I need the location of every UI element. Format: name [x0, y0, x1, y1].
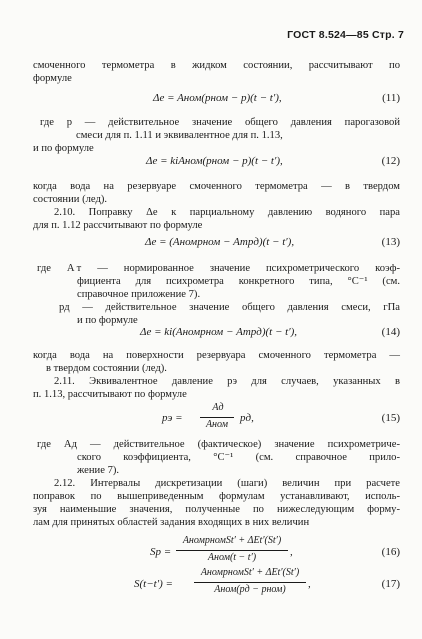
formula-15-left: pэ = — [162, 412, 183, 424]
equation-number: (11) — [382, 92, 400, 104]
fraction-bar — [194, 582, 306, 583]
text-line: формуле — [33, 73, 72, 84]
text-line: состоянии (лед). — [33, 194, 108, 205]
equation-number: (17) — [381, 578, 400, 590]
text-line: зуя наименьшие значения, полученные по нижеследующим форму- — [33, 504, 400, 515]
formula-13: Δe = (Aномpном − Aтpд)(t − t′), — [145, 236, 295, 248]
formula-16-left: Sp = — [150, 546, 172, 558]
formula-12: Δe = kiAном(pном − p)(t − t′), — [146, 155, 283, 167]
page-header: ГОСТ 8.524—85 Стр. 7 — [287, 29, 404, 41]
formula-17-denominator: Aном(pд − pном) — [214, 584, 286, 595]
text-line: 2.11. Эквивалентное давление pэ для случаев, указанных в — [54, 376, 400, 387]
text-line: жение 7). — [77, 465, 120, 476]
text-line: фициента для психрометра конкретного типа, °C⁻¹ (см. — [77, 276, 400, 287]
formula-15-numerator: Aд — [212, 402, 224, 413]
formula-15-denominator: Aном — [205, 419, 229, 430]
text-line: pд — действительное значение общего давления смеси, гПа — [59, 302, 400, 313]
text-line: ского коэффициента, °C⁻¹ (см. справочное прило- — [77, 452, 400, 463]
text-line: для п. 1.12 рассчитывают по формуле — [33, 220, 203, 231]
text-line: когда вода на резервуаре смоченного термометра — в твердом — [33, 181, 400, 192]
text-line: лам для принятых областей задания входящих в них величин — [33, 517, 310, 528]
text-line: 2.12. Интервалы дискретизации (шаги) величин при расчете — [54, 478, 400, 489]
text-line: смоченного термометра в жидком состоянии, рассчитывают по — [33, 60, 400, 71]
text-line: справочное приложение 7). — [77, 289, 201, 300]
text-line: где A т — нормированное значение психрометрического коэф- — [37, 263, 400, 274]
text-line: где p — действительное значение общего давления парогазовой — [40, 117, 400, 128]
text-line: 2.10. Поправку Δe к парциальному давлению водяного пара — [54, 207, 400, 218]
formula-11: Δe = Aном(pном − p)(t − t′), — [153, 92, 282, 104]
formula-17-numerator: AномpномSt′ + ΔEt′(St′) — [200, 567, 300, 578]
equation-number: (15) — [381, 412, 400, 424]
equation-number: (14) — [381, 326, 400, 338]
formula-17-right: , — [308, 578, 311, 590]
fraction-bar — [200, 417, 234, 418]
text-line: и по формуле — [33, 143, 94, 154]
formula-16-right: , — [290, 546, 293, 558]
text-line: поправок по вышеприведенным формулам устанавливают, исполь- — [33, 491, 400, 502]
equation-number: (16) — [381, 546, 400, 558]
fraction-bar — [176, 550, 288, 551]
equation-number: (12) — [381, 155, 400, 167]
text-line: когда вода на поверхности резервуара смоченного термометра — — [33, 350, 400, 361]
formula-17-left: S(t−t′) = — [134, 578, 173, 590]
equation-number: (13) — [381, 236, 400, 248]
formula-16-numerator: AномpномSt′ + ΔEt′(St′) — [182, 535, 282, 546]
formula-15-right: pд, — [240, 412, 254, 424]
text-line: где Aд — действительное (фактическое) значение психрометриче- — [37, 439, 400, 450]
formula-14: Δe = ki(Aномpном − Aтpд)(t − t′), — [140, 326, 298, 338]
formula-16-denominator: Aном(t − t′) — [207, 552, 257, 563]
text-line: смеси для п. 1.11 и эквивалентное для п. 1.13, — [76, 130, 283, 141]
text-line: в твердом состоянии (лед). — [46, 363, 167, 374]
text-line: и по формуле — [77, 315, 138, 326]
text-line: п. 1.13, рассчитывают по формуле — [33, 389, 187, 400]
